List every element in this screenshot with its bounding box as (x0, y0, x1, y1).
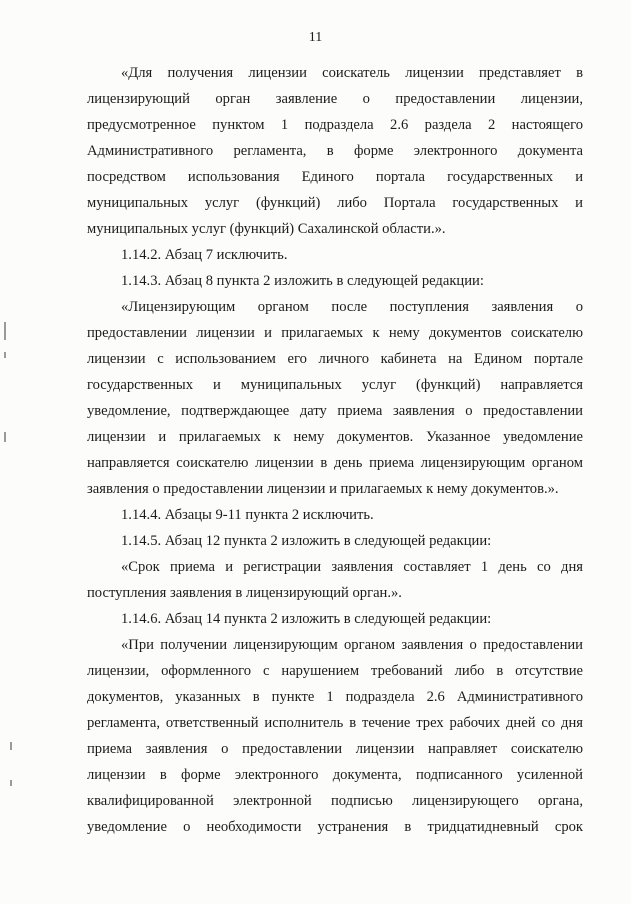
page-number: 11 (308, 30, 323, 45)
text-line: предоставлении лицензии и прилагаемых к нему документов соискателю (87, 325, 583, 341)
text-line: документов, указанных в пункте 1 подраздела 2.6 Административного (87, 689, 583, 705)
text-line: 1.14.5. Абзац 12 пункта 2 изложить в следующей редакции: (121, 533, 492, 549)
text-line: лицензии, оформленного с нарушением требований либо в отсутствие (87, 663, 583, 679)
text-line: предусмотренное пунктом 1 подраздела 2.6 раздела 2 настоящего (87, 117, 583, 133)
text-line: «Для получения лицензии соискатель лицензии представляет в (121, 65, 583, 81)
scan-margin-mark (4, 352, 6, 358)
text-line: квалифицированной электронной подписью лицензирующего органа, (87, 793, 583, 809)
text-line: 1.14.2. Абзац 7 исключить. (121, 247, 288, 263)
text-line: государственных и муниципальных услуг (функций) направляется (87, 377, 583, 393)
text-line: «Лицензирующим органом после поступления заявления о (121, 299, 583, 315)
text-line: приема заявления о предоставлении лицензии направляет соискателю (87, 741, 583, 757)
text-line: 1.14.3. Абзац 8 пункта 2 изложить в следующей редакции: (121, 273, 484, 289)
text-line: заявления о предоставлении лицензии и прилагаемых к нему документов.». (87, 481, 559, 497)
text-line: 1.14.6. Абзац 14 пункта 2 изложить в следующей редакции: (121, 611, 492, 627)
text-line: 1.14.4. Абзацы 9-11 пункта 2 исключить. (121, 507, 374, 523)
text-line: посредством использования Единого портала государственных и (87, 169, 583, 185)
text-line: уведомление, подтверждающее дату приема заявления о предоставлении (87, 403, 583, 419)
text-line: поступления заявления в лицензирующий орган.». (87, 585, 402, 601)
text-line: «При получении лицензирующим органом заявления о предоставлении (121, 637, 583, 653)
scan-margin-mark (10, 780, 12, 786)
text-line: муниципальных услуг (функций) либо Портала государственных и (87, 195, 583, 211)
text-line: муниципальных услуг (функций) Сахалинской области.». (87, 221, 446, 237)
scan-margin-mark (4, 432, 6, 442)
text-line: уведомление о необходимости устранения в тридцатидневный срок (87, 819, 583, 835)
text-line: лицензии и прилагаемых к нему документов. Указанное уведомление (87, 429, 583, 445)
text-line: лицензии с использованием его личного кабинета на Едином портале (87, 351, 583, 367)
text-line: лицензирующий орган заявление о предоставлении лицензии, (87, 91, 583, 107)
scan-margin-mark (10, 742, 12, 750)
text-line: Административного регламента, в форме электронного документа (87, 143, 583, 159)
scan-margin-mark (4, 322, 6, 340)
text-line: направляется соискателю лицензии в день приема лицензирующим органом (87, 455, 583, 471)
text-line: «Срок приема и регистрации заявления составляет 1 день со дня (121, 559, 583, 575)
text-line: лицензии в форме электронного документа, подписанного усиленной (87, 767, 583, 783)
text-line: регламента, ответственный исполнитель в течение трех рабочих дней со дня (87, 715, 583, 731)
